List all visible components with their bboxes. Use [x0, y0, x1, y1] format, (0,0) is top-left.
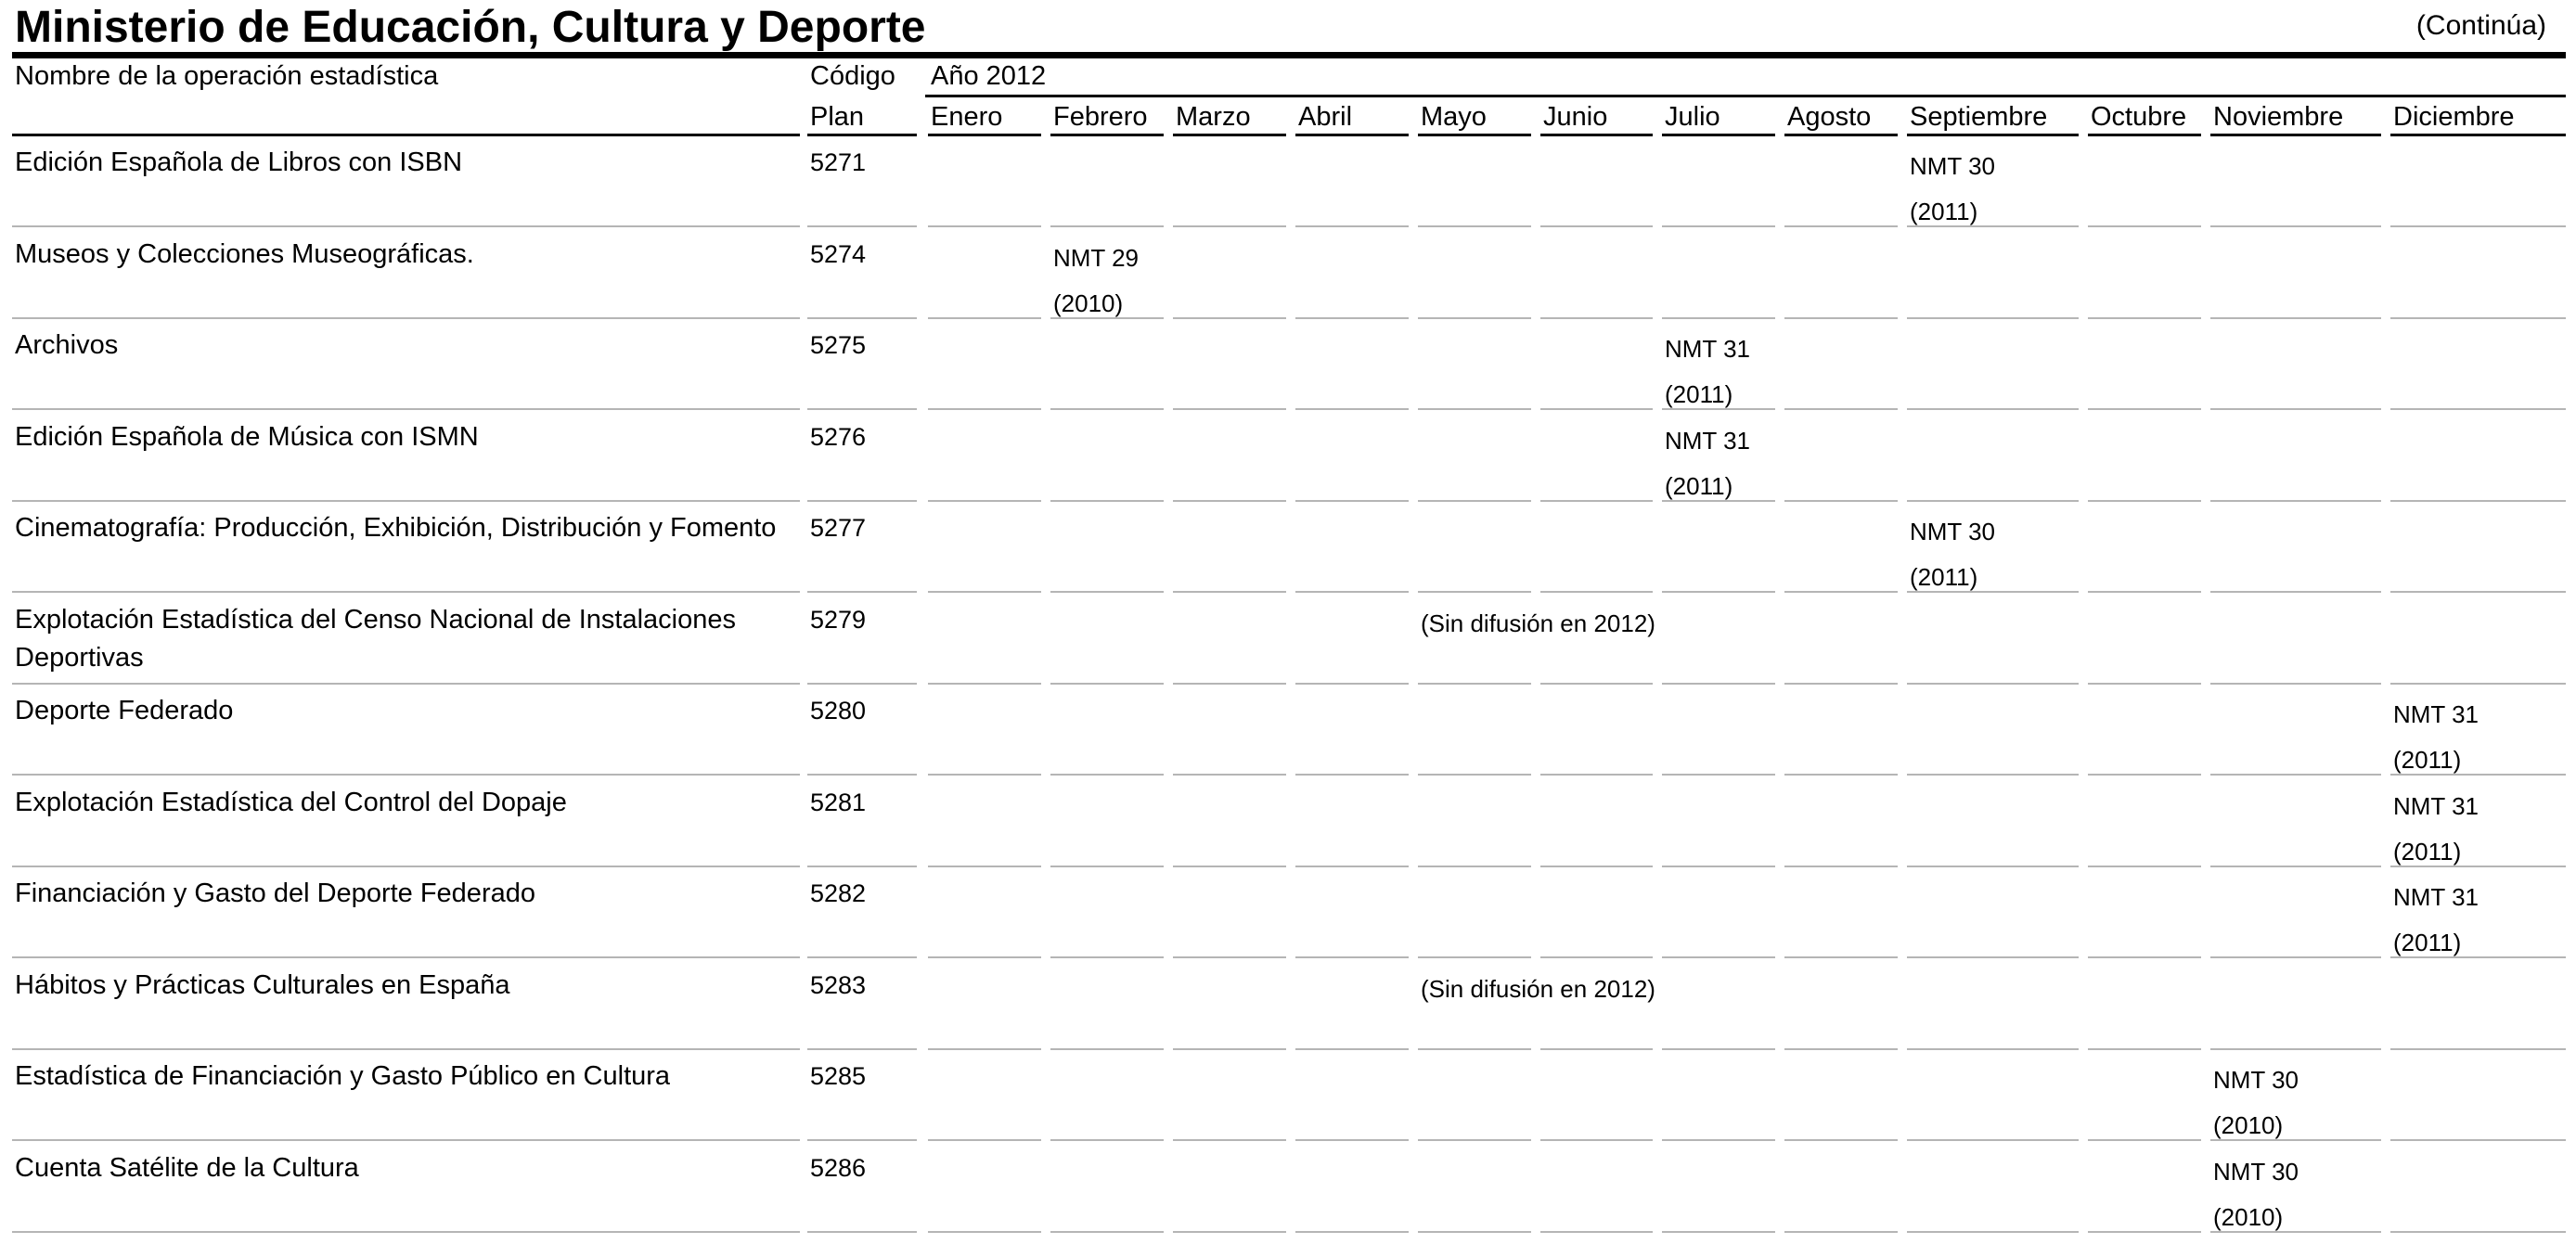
operation-name: Archivos: [15, 330, 119, 360]
table-row: [0, 136, 2576, 227]
publication-entry: [1053, 236, 1139, 327]
operation-name: Explotación Estadística del Control del Dopaje: [15, 787, 567, 817]
operation-name: Deporte Federado: [15, 696, 234, 725]
year-rule: [925, 95, 2566, 97]
publication-entry-line1: NMT 30: [2213, 1157, 2299, 1186]
operation-code: 5274: [810, 239, 867, 268]
publication-entry: [1910, 144, 1995, 235]
publication-entry-line1: NMT 31: [2393, 791, 2479, 820]
table-row: [0, 685, 2576, 776]
row-separator: [807, 1231, 917, 1233]
operation-name: Cinematografía: Producción, Exhibición, Distribución y Fomento: [15, 513, 777, 543]
operation-code: 5282: [810, 879, 867, 907]
row-separator: [12, 1231, 800, 1233]
operation-code: 5276: [810, 422, 867, 451]
month-header-febrero: Febrero: [1053, 102, 1148, 132]
publication-entry-line1: NMT 29: [1053, 243, 1139, 272]
publication-entry-line2: (2011): [1910, 563, 1978, 591]
publication-entry: [1665, 418, 1750, 509]
column-header-year: Año 2012: [931, 61, 1047, 91]
month-header-mayo: Mayo: [1421, 102, 1487, 132]
table-row: [0, 502, 2576, 593]
operation-name: Financiación y Gasto del Deporte Federado: [15, 878, 535, 908]
row-separator: [1540, 1231, 1653, 1233]
row-separator: [1784, 1231, 1898, 1233]
month-header-julio: Julio: [1665, 102, 1720, 132]
column-header-code: Código: [810, 61, 895, 91]
publication-entry-line2: (2011): [2393, 837, 2462, 866]
publication-entry: [1665, 327, 1750, 417]
publication-entry: [2213, 1149, 2299, 1240]
operation-code: 5271: [810, 148, 867, 176]
operation-name: Edición Española de Música con ISMN: [15, 421, 479, 452]
operation-code: 5285: [810, 1062, 867, 1090]
table-row: [0, 319, 2576, 410]
table-row: [0, 1142, 2576, 1233]
publication-entry: [2393, 784, 2479, 875]
publication-entry-line2: (2011): [1665, 471, 1733, 500]
table-row: [0, 867, 2576, 958]
publication-entry-line1: NMT 30: [1910, 152, 1995, 180]
table-row: [0, 411, 2576, 502]
month-header-marzo: Marzo: [1176, 102, 1251, 132]
month-header-septiembre: Septiembre: [1910, 102, 2048, 132]
row-separator: [1295, 1231, 1409, 1233]
operation-code: 5277: [810, 514, 867, 542]
operation-name: Hábitos y Prácticas Culturales en España: [15, 969, 510, 1000]
operation-name: Explotación Estadística del Censo Nacional de Instalaciones Deportivas: [15, 604, 737, 673]
operation-code: 5283: [810, 970, 867, 999]
publication-entry-line2: (2010): [1053, 289, 1124, 317]
publication-entry-line2: (2011): [2393, 746, 2462, 774]
row-separator: [1907, 1231, 2079, 1233]
publication-entry: [1910, 509, 1995, 600]
publication-entry-line2: (2010): [2213, 1202, 2284, 1231]
operation-code: 5281: [810, 788, 867, 816]
row-separator: [2390, 1231, 2566, 1233]
publication-entry-line1: NMT 31: [1665, 335, 1750, 363]
row-separator: [928, 1231, 1041, 1233]
row-separator: [2210, 1231, 2381, 1233]
column-header-name: Nombre de la operación estadística: [15, 61, 439, 91]
month-header-abril: Abril: [1298, 102, 1353, 132]
publication-entry-line2: (2011): [1910, 198, 1978, 225]
publication-entry-line1: NMT 31: [2393, 700, 2479, 728]
operation-name: Edición Española de Libros con ISBN: [15, 147, 463, 177]
row-separator: [1050, 1231, 1164, 1233]
publication-entry: [1421, 967, 1655, 1012]
row-separator: [1662, 1231, 1775, 1233]
column-header-plan: Plan: [810, 102, 865, 132]
publication-entry-line1: NMT 30: [2213, 1066, 2299, 1094]
operation-name: Estadística de Financiación y Gasto Público en Cultura: [15, 1061, 671, 1091]
publication-entry: [2393, 692, 2479, 783]
month-header-junio: Junio: [1543, 102, 1608, 132]
publication-entry: [2393, 875, 2479, 966]
month-header-agosto: Agosto: [1787, 102, 1872, 132]
row-separator: [1418, 1231, 1531, 1233]
table-row: [0, 776, 2576, 867]
table-row: [0, 228, 2576, 319]
operation-name: Cuenta Satélite de la Cultura: [15, 1152, 359, 1183]
publication-entry-line2: (2011): [1665, 380, 1733, 408]
month-header-noviembre: Noviembre: [2213, 102, 2344, 132]
row-separator: [1173, 1231, 1286, 1233]
operation-name: Museos y Colecciones Museográficas.: [15, 238, 474, 269]
page-title: Ministerio de Educación, Cultura y Deporte: [15, 3, 926, 52]
operation-code: 5279: [810, 605, 867, 634]
continued-note: (Continúa): [2415, 10, 2546, 41]
publication-entry-line1: (Sin difusión en 2012): [1421, 609, 1655, 637]
publication-entry-line1: (Sin difusión en 2012): [1421, 974, 1655, 1003]
month-header-octubre: Octubre: [2091, 102, 2187, 132]
publication-entry: [1421, 601, 1655, 647]
table-row: [0, 1050, 2576, 1141]
month-header-enero: Enero: [931, 102, 1003, 132]
operation-code: 5275: [810, 331, 867, 359]
month-header-diciembre: Diciembre: [2393, 102, 2515, 132]
publication-entry-line1: NMT 30: [1910, 518, 1995, 545]
operation-code: 5286: [810, 1153, 867, 1182]
publication-entry: [2213, 1058, 2299, 1148]
publication-entry-line1: NMT 31: [2393, 883, 2479, 911]
publication-entry-line1: NMT 31: [1665, 426, 1750, 455]
row-separator: [2088, 1231, 2201, 1233]
table-row: [0, 959, 2576, 1050]
publication-entry-line2: (2010): [2213, 1111, 2284, 1139]
operation-code: 5280: [810, 697, 867, 725]
table-row: [0, 594, 2576, 685]
publication-entry-line2: (2011): [2393, 929, 2462, 956]
